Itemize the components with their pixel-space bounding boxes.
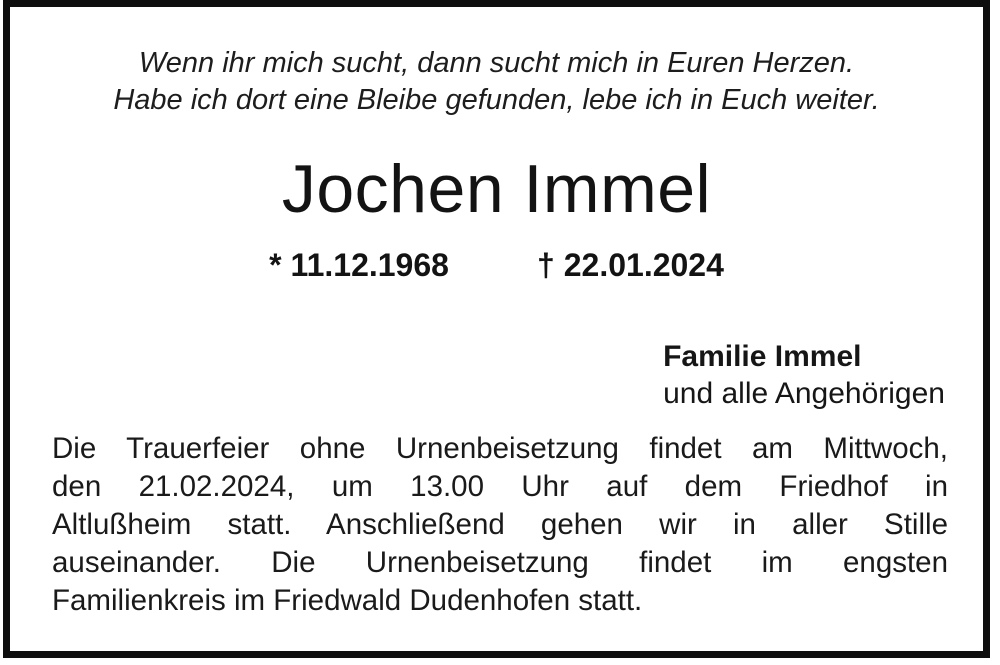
- funeral-details-line-3: Altlußheim statt. Anschließend gehen wir in aller Stille: [52, 508, 948, 541]
- family-name: Familie Immel: [663, 340, 862, 373]
- death-date: [537, 247, 724, 284]
- funeral-details: [52, 430, 948, 620]
- birth-date-value: 11.12.1968: [290, 247, 449, 283]
- obituary-notice: [3, 0, 990, 658]
- epigraph: [10, 45, 983, 119]
- epigraph-line-2: Habe ich dort eine Bleibe gefunden, lebe ich in Euch weiter.: [113, 84, 880, 116]
- death-date-value: 22.01.2024: [563, 247, 724, 283]
- family-relatives: und alle Angehörigen: [663, 377, 945, 410]
- birth-date: [269, 247, 449, 284]
- funeral-details-line-4: auseinander. Die Urnenbeisetzung findet im engsten: [52, 546, 948, 579]
- deceased-name: Jochen Immel: [281, 151, 712, 227]
- mourners-block: [663, 338, 945, 412]
- born-star-symbol: *: [269, 247, 282, 283]
- funeral-details-line-2: den 21.02.2024, um 13.00 Uhr auf dem Friedhof in: [52, 470, 948, 503]
- cross-dagger-symbol: †: [536, 247, 555, 283]
- life-dates: [10, 247, 983, 284]
- funeral-details-line-1: Die Trauerfeier ohne Urnenbeisetzung findet am Mittwoch,: [52, 432, 948, 465]
- funeral-details-line-5: Familienkreis im Friedwald Dudenhofen statt.: [52, 584, 643, 617]
- epigraph-line-1: Wenn ihr mich sucht, dann sucht mich in Euren Herzen.: [138, 47, 855, 79]
